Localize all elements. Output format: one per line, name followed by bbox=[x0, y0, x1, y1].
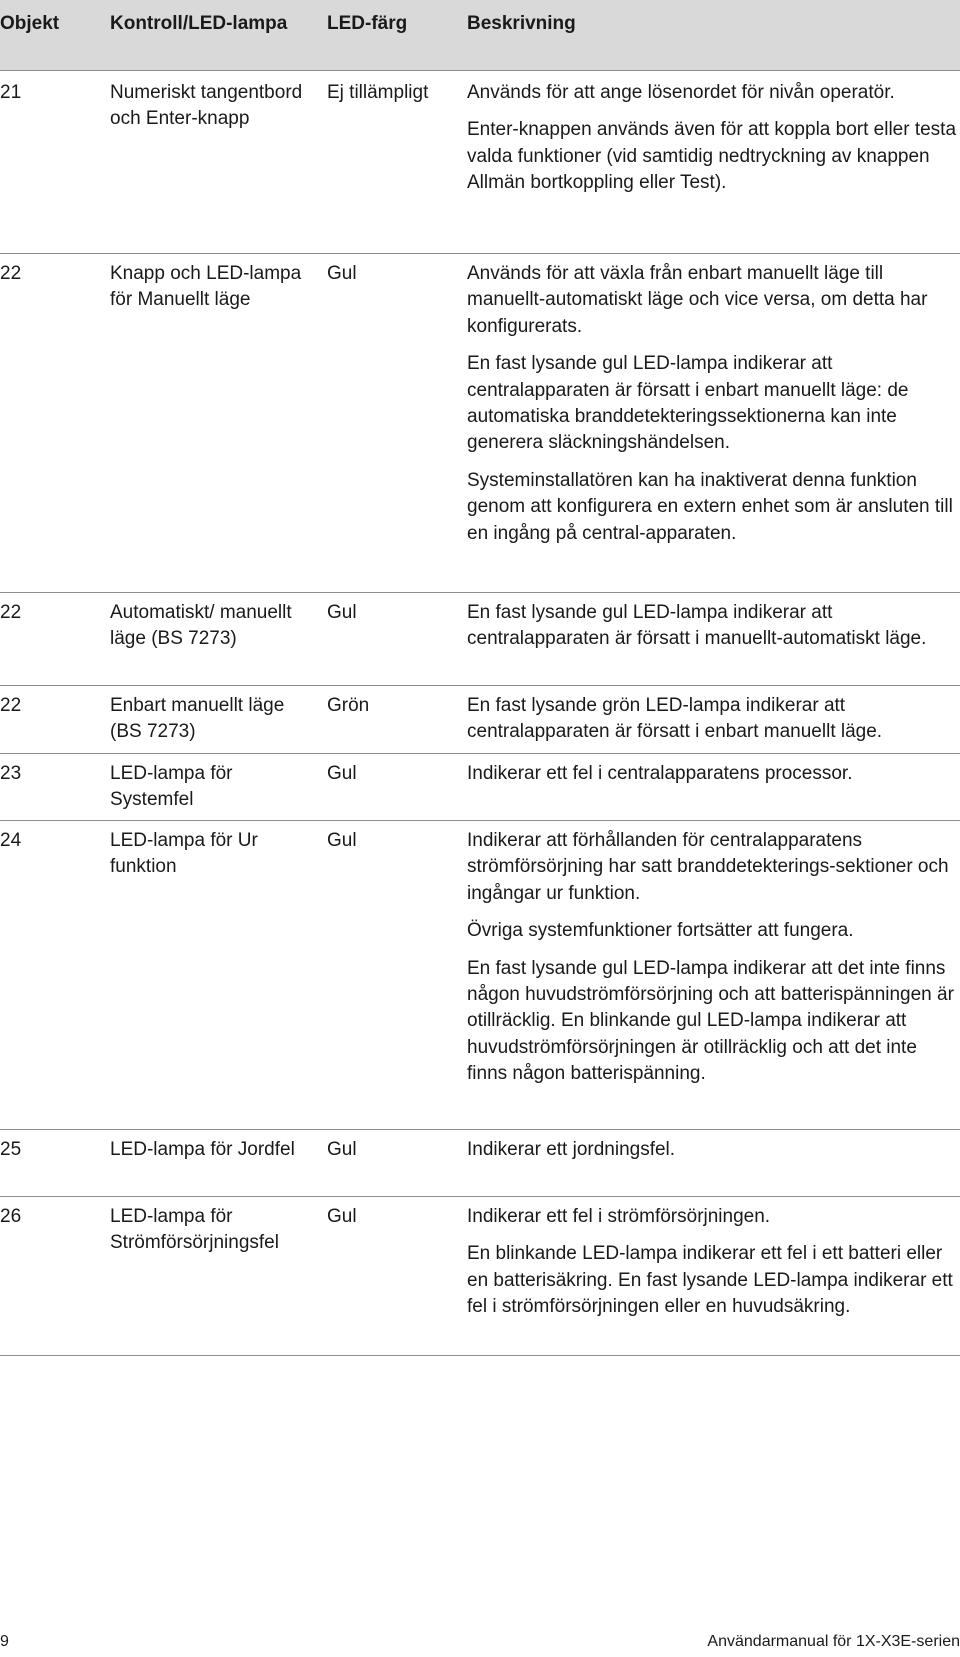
description bbox=[467, 1204, 957, 1321]
item-number: 22 bbox=[0, 263, 22, 284]
description bbox=[467, 1137, 957, 1163]
item-number: 24 bbox=[0, 830, 22, 851]
description bbox=[467, 600, 957, 653]
item-number: 22 bbox=[0, 695, 22, 716]
description-paragraph: Används för att växla från enbart manuellt läge till manuellt-automatiskt läge och vice versa, om detta har konfigurerats. bbox=[467, 263, 928, 337]
control-name: Automatiskt/ manuellt läge (BS 7273) bbox=[110, 602, 292, 650]
control-name: Enbart manuellt läge (BS 7273) bbox=[110, 695, 285, 743]
led-color: Gul bbox=[327, 1206, 357, 1227]
page-number: 9 bbox=[0, 1633, 9, 1650]
table-bottom-rule bbox=[0, 1355, 960, 1356]
table-row bbox=[0, 70, 960, 253]
description bbox=[467, 693, 957, 746]
header-control: Kontroll/LED-lampa bbox=[110, 13, 288, 34]
description-paragraph: En fast lysande gul LED-lampa indikerar att det inte finns någon huvudströmförsörjning och att batterispänningen är otillräcklig. En blinkande gul LED-lampa indikerar att huvudströmförsörjningen är otillräcklig och att det inte finns någon batterispänning. bbox=[467, 957, 954, 1085]
led-color: Gul bbox=[327, 763, 357, 784]
control-name: LED-lampa för Strömförsörjningsfel bbox=[110, 1206, 279, 1254]
control-name: LED-lampa för Jordfel bbox=[110, 1139, 295, 1160]
control-name: Numeriskt tangentbord och Enter-knapp bbox=[110, 82, 303, 130]
control-name: LED-lampa för Systemfel bbox=[110, 763, 233, 811]
table-row bbox=[0, 1196, 960, 1355]
description-paragraph: Indikerar ett jordningsfel. bbox=[467, 1139, 676, 1160]
description-paragraph: Indikerar ett fel i strömförsörjningen. bbox=[467, 1206, 771, 1227]
header-color: LED-färg bbox=[327, 13, 408, 34]
description-paragraph: Används för att ange lösenordet för nivån operatör. bbox=[467, 82, 895, 103]
table-row bbox=[0, 685, 960, 753]
description-paragraph: Övriga systemfunktioner fortsätter att fungera. bbox=[467, 920, 854, 942]
description-paragraph: Indikerar ett fel i centralapparatens processor. bbox=[467, 763, 853, 784]
header-description: Beskrivning bbox=[467, 13, 576, 34]
led-color: Ej tillämpligt bbox=[327, 82, 429, 103]
item-number: 26 bbox=[0, 1206, 22, 1227]
item-number: 21 bbox=[0, 82, 22, 103]
manual-title: Användarmanual för 1X-X3E-serien bbox=[707, 1633, 960, 1650]
description-paragraph: En fast lysande gul LED-lampa indikerar att centralapparaten är försatt i enbart manuellt läge: de automatiska branddetekteringssektionerna kan inte generera släckningshändelsen. bbox=[467, 353, 909, 454]
table-row bbox=[0, 820, 960, 1129]
table-row bbox=[0, 253, 960, 592]
led-color: Grön bbox=[327, 695, 370, 716]
item-number: 22 bbox=[0, 602, 22, 623]
led-color: Gul bbox=[327, 830, 357, 851]
table-row bbox=[0, 1129, 960, 1196]
led-color: Gul bbox=[327, 602, 357, 623]
table-header bbox=[0, 0, 960, 70]
item-number: 25 bbox=[0, 1139, 22, 1160]
description bbox=[467, 261, 957, 547]
led-color: Gul bbox=[327, 1139, 357, 1160]
description-paragraph: En blinkande LED-lampa indikerar ett fel i ett batteri eller en batterisäkring. En fast lysande LED-lampa indikerar ett fel i strömförsörjningen eller en huvudsäkring. bbox=[467, 1243, 953, 1318]
description bbox=[467, 80, 957, 197]
description-paragraph: Indikerar att förhållanden för centralapparatens strömförsörjning har satt branddetekterings-sektioner och ingångar ur funktion. bbox=[467, 830, 949, 904]
description-paragraph: En fast lysande gul LED-lampa indikerar att centralapparaten är försatt i manuellt-automatiskt läge. bbox=[467, 602, 927, 650]
description bbox=[467, 828, 957, 1088]
table-row bbox=[0, 592, 960, 685]
description-paragraph: Enter-knappen används även för att koppla bort eller testa valda funktioner (vid samtidig nedtryckning av knappen Allmän bortkoppling eller Test). bbox=[467, 119, 957, 194]
description-paragraph: En fast lysande grön LED-lampa indikerar att centralapparaten är försatt i enbart manuellt läge. bbox=[467, 695, 883, 743]
header-item: Objekt bbox=[0, 13, 60, 34]
description bbox=[467, 761, 957, 787]
control-name: Knapp och LED-lampa för Manuellt läge bbox=[110, 263, 302, 311]
item-number: 23 bbox=[0, 763, 22, 784]
led-color: Gul bbox=[327, 263, 357, 284]
description-paragraph: Systeminstallatören kan ha inaktiverat denna funktion genom att konfigurera en extern enhet som är ansluten till en ingång på central-apparaten. bbox=[467, 469, 953, 544]
control-name: LED-lampa för Ur funktion bbox=[110, 830, 258, 878]
table-row bbox=[0, 753, 960, 820]
